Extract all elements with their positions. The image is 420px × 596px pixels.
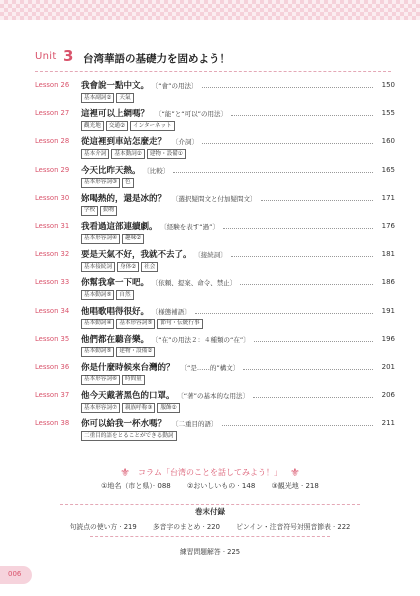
lesson-grammar-point: 〔“著”の基本的な用法〕 — [180, 392, 250, 401]
vocab-tags — [81, 149, 188, 159]
lesson-title-text: 你是什麼時候來台灣的？ — [81, 362, 175, 373]
vocab-tag: 建物・設備② — [116, 347, 155, 357]
lesson-title — [81, 220, 219, 232]
lesson-title — [81, 248, 227, 260]
lesson-title-text: 從這裡到車站怎麼走？ — [81, 137, 167, 148]
lesson-label: Lesson 32 — [35, 250, 70, 259]
lesson-grammar-point: 〔接続詞〕 — [197, 251, 227, 260]
lesson-label: Lesson 33 — [35, 278, 70, 287]
lesson-title-text: 今天比昨天熱。 — [81, 165, 141, 176]
lesson-label: Lesson 27 — [35, 109, 70, 118]
lesson-title-text: 這裡可以上網嗎？ — [81, 109, 150, 120]
leader-dots — [222, 425, 373, 426]
lesson-title — [81, 276, 236, 288]
vocab-tag: 服飾② — [157, 403, 179, 413]
lesson-grammar-point: 〔“在”の用法２：４種類の“在”〕 — [155, 335, 250, 344]
vocab-tag: 身体② — [117, 262, 139, 272]
appendix-row — [0, 521, 420, 531]
lesson-title-text: 你幫我拿一下吧。 — [81, 278, 150, 289]
unit-label: Unit — [35, 51, 57, 62]
leader-dots — [202, 143, 373, 144]
vocab-tag: 基本接続詞 — [81, 262, 115, 272]
vocab-tag: 基本形容詞③ — [81, 178, 120, 188]
vocab-tag: 基本形容詞⑥ — [81, 375, 120, 385]
appendix-item[interactable]: 句読点の使い方 · 219 — [69, 523, 137, 531]
vocab-tag: 基本動詞⑤ — [81, 347, 114, 357]
vocab-tags — [81, 93, 136, 103]
vocab-tag: 基本形容詞④ — [81, 234, 120, 244]
lesson-row[interactable] — [35, 416, 395, 444]
lesson-grammar-point: 〔比較〕 — [146, 166, 170, 175]
vocab-tag: 趣味② — [122, 234, 144, 244]
lesson-grammar-point: 〔様態補語〕 — [155, 307, 191, 316]
leader-dots — [223, 228, 373, 229]
vocab-tag: 基本形容詞⑤ — [116, 319, 155, 329]
unit-divider — [35, 71, 391, 72]
vocab-tags — [81, 403, 182, 413]
lesson-page-number: 196 — [381, 334, 395, 343]
lesson-page-number: 160 — [381, 137, 395, 146]
leader-dots — [202, 87, 373, 88]
lesson-row[interactable] — [35, 163, 395, 191]
unit-heading — [35, 48, 395, 68]
appendix-item[interactable]: 多音字のまとめ · 220 — [152, 523, 220, 531]
appendix-item[interactable]: ピンイン・注音符号対照音節表 · 222 — [236, 523, 351, 531]
lesson-title-text: 你可以給我一杯水嗎？ — [81, 419, 167, 430]
leader-dots — [253, 397, 373, 398]
appendix-divider — [60, 504, 360, 505]
lesson-grammar-point: 〔介詞〕 — [172, 138, 199, 147]
lesson-title — [81, 79, 198, 91]
lesson-grammar-point: 〔“能”と“可以”の用法〕 — [155, 110, 227, 119]
appendix-item[interactable]: 練習問題解答 · 225 — [179, 548, 241, 556]
column-heading — [0, 466, 420, 479]
vocab-tag: 二重目的語をとることができる動詞 — [81, 431, 177, 441]
vocab-tag: インターネット — [130, 121, 175, 131]
lesson-grammar-point: 〔二重目的語〕 — [172, 420, 218, 429]
lesson-title-text: 他今天戴著黑色的口罩。 — [81, 391, 175, 402]
vocab-tag: 基本副詞② — [81, 93, 114, 103]
lesson-row[interactable] — [35, 78, 395, 106]
lesson-row[interactable] — [35, 275, 395, 303]
unit-title: 台湾華語の基礎力を固めよう！ — [83, 53, 230, 65]
lesson-row[interactable] — [35, 106, 395, 134]
lesson-row[interactable] — [35, 191, 395, 219]
column-item[interactable]: ③観光地 · 218 — [271, 482, 319, 490]
vocab-tags — [81, 178, 136, 188]
leader-dots — [254, 341, 373, 342]
leader-dots — [240, 284, 373, 285]
vocab-tags — [81, 319, 205, 329]
lesson-row[interactable] — [35, 388, 395, 416]
vocab-tag: 学校 — [81, 206, 98, 216]
appendix-title: 巻末付録 — [195, 507, 225, 516]
column-title: コラム「台湾のことを話してみよう！」 — [138, 468, 282, 477]
column-item[interactable]: ②おいしいもの · 148 — [186, 482, 256, 490]
leader-dots — [231, 256, 373, 257]
vocab-tags — [81, 206, 119, 216]
vocab-tag: 基本動詞② — [111, 149, 144, 159]
vocab-tag: 色 — [122, 178, 134, 188]
lesson-grammar-point: 〔選択疑問文と付加疑問文〕 — [172, 194, 257, 203]
column-item[interactable]: ①地名（市と県）· 088 — [101, 482, 171, 490]
lesson-title — [81, 333, 250, 345]
lesson-label: Lesson 28 — [35, 137, 70, 146]
vocab-tag: 基本動詞⑤ — [81, 290, 114, 300]
vocab-tags — [81, 431, 179, 441]
lesson-page-number: 155 — [381, 109, 395, 118]
vocab-tags — [81, 290, 136, 300]
lesson-title — [81, 389, 249, 401]
leader-dots — [173, 172, 373, 173]
vocab-tag: 自然 — [116, 290, 133, 300]
lesson-title — [81, 192, 257, 204]
lesson-page-number: 171 — [381, 193, 395, 202]
lesson-page-number: 165 — [381, 165, 395, 174]
lesson-row[interactable] — [35, 219, 395, 247]
leader-dots — [195, 313, 373, 314]
lesson-grammar-point: 〔依頼、提案、命令、禁止〕 — [155, 279, 237, 288]
fleur-de-lis-icon: ⚜ — [289, 466, 300, 479]
vocab-tags — [81, 347, 157, 357]
lesson-page-number: 201 — [381, 362, 395, 371]
lesson-title-text: 他唱歌唱得很好。 — [81, 306, 150, 317]
lesson-label: Lesson 36 — [35, 362, 70, 371]
lesson-label: Lesson 31 — [35, 221, 70, 230]
vocab-tags — [81, 262, 160, 272]
vocab-tag: 時間量 — [122, 375, 145, 385]
leader-dots — [261, 200, 373, 201]
lesson-row[interactable] — [35, 332, 395, 360]
lesson-label: Lesson 38 — [35, 419, 70, 428]
page-number-tab — [0, 566, 32, 584]
lesson-label: Lesson 37 — [35, 391, 70, 400]
lesson-page-number: 181 — [381, 250, 395, 259]
lesson-label: Lesson 29 — [35, 165, 70, 174]
lesson-grammar-point: 〔経験を表す“過”〕 — [163, 222, 220, 231]
lesson-row[interactable] — [35, 304, 395, 332]
lesson-label: Lesson 30 — [35, 193, 70, 202]
header-checker-band — [0, 0, 420, 20]
lesson-title — [81, 107, 227, 119]
vocab-tags — [81, 375, 147, 385]
lesson-label: Lesson 35 — [35, 334, 70, 343]
lesson-list — [35, 78, 395, 444]
lesson-title — [81, 417, 218, 429]
lesson-grammar-point: 〔“會”の用法〕 — [155, 82, 198, 90]
lesson-title — [81, 164, 169, 176]
lesson-grammar-point: 〔“是……的”構文〕 — [180, 363, 240, 372]
lesson-title-text: 要是天氣不好，我就不去了。 — [81, 250, 192, 261]
lesson-title-text: 我看過這部連續劇。 — [81, 221, 158, 232]
vocab-tag: 社会 — [141, 262, 158, 272]
lesson-title — [81, 305, 191, 317]
vocab-tags — [81, 121, 177, 131]
lesson-page-number: 191 — [381, 306, 395, 315]
vocab-tag: 節句・伝統行事 — [157, 319, 202, 329]
vocab-tag: 動物 — [100, 206, 117, 216]
lesson-page-number: 206 — [381, 391, 395, 400]
vocab-tag: 基本形容詞⑦ — [81, 403, 120, 413]
leader-dots — [231, 115, 373, 116]
lesson-page-number: 186 — [381, 278, 395, 287]
lesson-title — [81, 135, 198, 147]
lesson-row[interactable] — [35, 360, 395, 388]
lesson-title-text: 他們都在聽音樂。 — [81, 334, 150, 345]
vocab-tag: 天氣 — [116, 93, 133, 103]
lesson-page-number: 176 — [381, 221, 395, 230]
vocab-tags — [81, 234, 146, 244]
lesson-title — [81, 361, 239, 373]
lesson-row[interactable] — [35, 134, 395, 162]
lesson-label: Lesson 26 — [35, 81, 70, 89]
vocab-tag: 基本介詞 — [81, 149, 109, 159]
lesson-row[interactable] — [35, 247, 395, 275]
column-items — [0, 481, 420, 491]
page-number: 006 — [8, 570, 22, 578]
lesson-page-number: 150 — [381, 81, 395, 89]
lesson-title-text: 我會說一點中文。 — [81, 81, 150, 91]
vocab-tag: 建物・設備① — [147, 149, 186, 159]
vocab-tag: 觀光地 — [81, 121, 104, 131]
leader-dots — [243, 369, 373, 370]
vocab-tag: 交通② — [106, 121, 128, 131]
fleur-de-lis-icon: ⚜ — [120, 466, 131, 479]
lesson-title-text: 妳喝熱的，還是冰的？ — [81, 193, 167, 204]
vocab-tag: 親族呼称③ — [122, 403, 155, 413]
vocab-tag: 基本動詞④ — [81, 319, 114, 329]
appendix-divider — [90, 536, 330, 537]
lesson-label: Lesson 34 — [35, 306, 70, 315]
unit-number: 3 — [63, 47, 74, 65]
lesson-page-number: 211 — [381, 419, 395, 428]
